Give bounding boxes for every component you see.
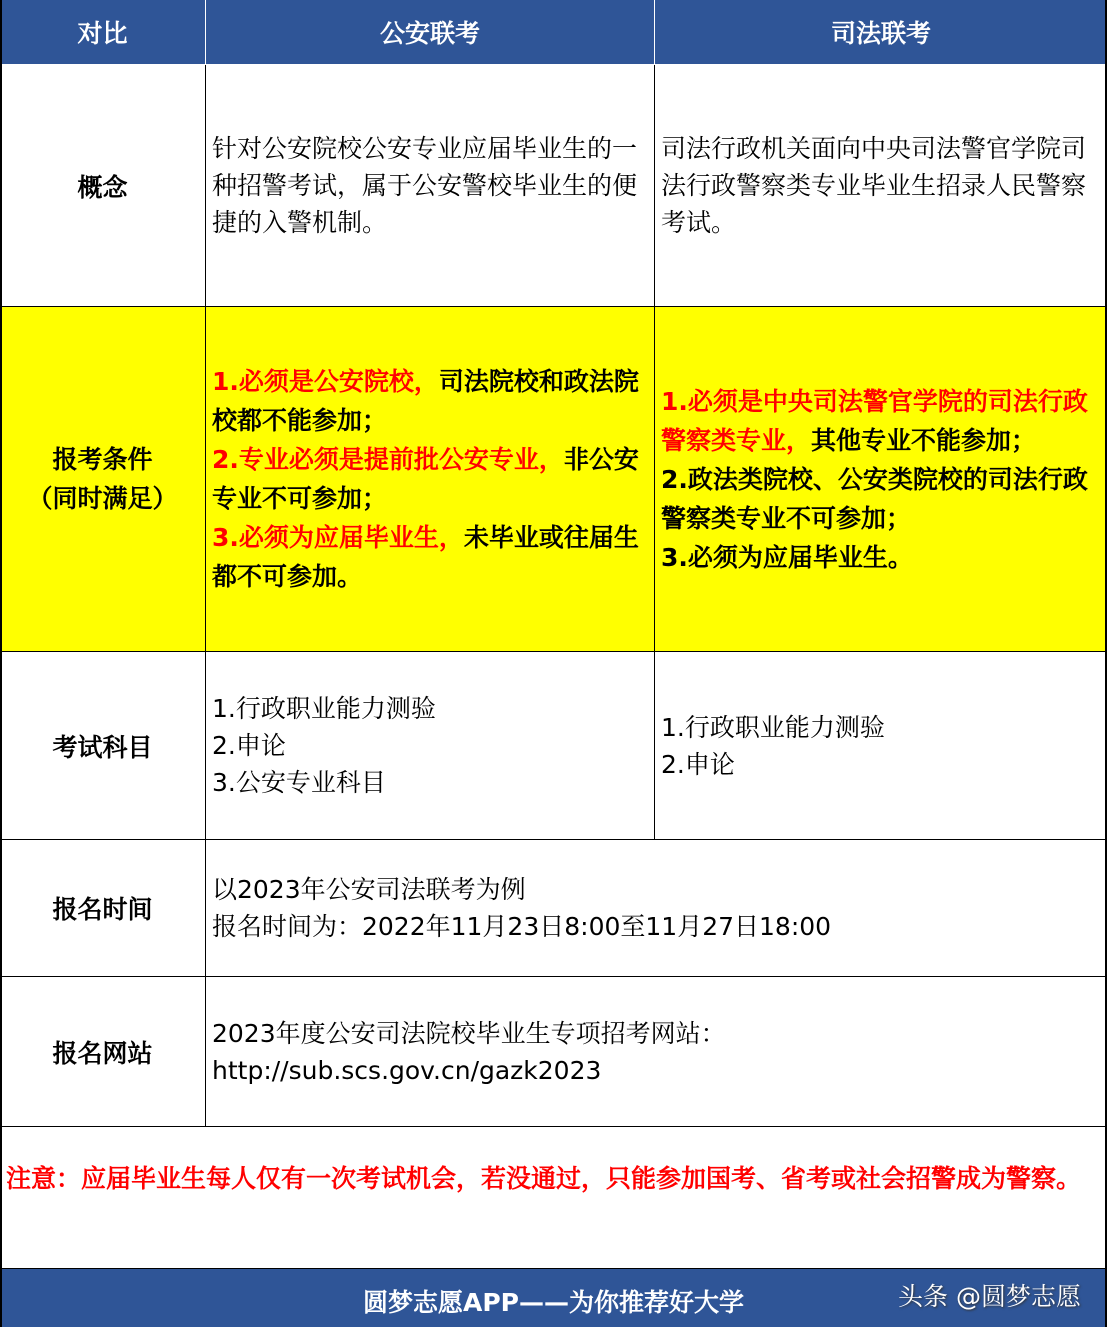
police-subject-3: 3.公安专业科目: [212, 768, 386, 797]
row-label-conditions: [0, 307, 206, 652]
registration-site-title: 2023年度公安司法院校毕业生专项招考网站：: [212, 1018, 726, 1048]
judicial-condition-1-emphasis: 1.必须是中央司法警官学院的司法行政警察类专业，: [661, 386, 1088, 455]
row-label-site: 报名网站: [0, 977, 206, 1127]
police-condition-3-text: 未毕业或往届生都不可参加。: [212, 523, 639, 591]
judicial-subject-2: 2.申论: [661, 749, 735, 779]
row-label-time: 报名时间: [0, 840, 206, 977]
judicial-subject-1: 1.行政职业能力测验: [661, 712, 885, 742]
judicial-condition-2-text: 2.政法类院校、公安类院校的司法行政警察类专业不可参加；: [661, 464, 1088, 533]
subjects-judicial: [655, 652, 1107, 840]
police-condition-3-emphasis: 3.必须为应届毕业生，: [212, 523, 464, 552]
conditions-label-sub: （同时满足）: [27, 484, 178, 513]
police-condition-2-emphasis: 2.专业必须是提前批公安专业，: [212, 445, 564, 474]
police-condition-1-text: 司法院校和政法院校都不能参加；: [212, 367, 639, 435]
concept-police: 针对公安院校公安专业应届毕业生的一种招警考试，属于公安警校毕业生的便捷的入警机制。: [206, 65, 655, 307]
registration-time-example: 以2023年公安司法联考为例: [212, 875, 526, 904]
police-subject-1: 1.行政职业能力测验: [212, 694, 436, 723]
watermark: 头条 @圆梦志愿: [898, 1282, 1081, 1311]
subjects-police: [206, 652, 655, 840]
police-subject-2: 2.申论: [212, 731, 286, 760]
row-label-subjects: 考试科目: [0, 652, 206, 840]
notice-text: 注意：应届毕业生每人仅有一次考试机会，若没通过，只能参加国考、省考或社会招警成为警察。: [0, 1127, 1107, 1269]
header-police-exam: 公安联考: [206, 0, 655, 65]
registration-time-range: 报名时间为：2022年11月23日8:00至11月27日18:00: [212, 912, 832, 941]
conditions-police: [206, 307, 655, 652]
concept-judicial: 司法行政机关面向中央司法警官学院司法行政警察类专业毕业生招录人民警察考试。: [655, 65, 1107, 307]
police-condition-2-text: 非公安专业不可参加；: [212, 445, 639, 513]
conditions-judicial: [655, 307, 1107, 652]
footer-banner: [0, 1269, 1107, 1327]
conditions-label-main: 报考条件: [52, 445, 153, 474]
header-judicial-exam: 司法联考: [655, 0, 1107, 65]
row-label-concept: 概念: [0, 65, 206, 307]
footer-slogan: 圆梦志愿APP——为你推荐好大学: [363, 1288, 744, 1317]
registration-time: [206, 840, 1107, 977]
registration-site-url[interactable]: http://sub.scs.gov.cn/gazk2023: [212, 1055, 602, 1085]
header-compare: 对比: [0, 0, 206, 65]
judicial-condition-3-text: 3.必须为应届毕业生。: [661, 542, 913, 572]
judicial-condition-1-text: 其他专业不能参加；: [811, 425, 1037, 455]
police-condition-1-emphasis: 1.必须是公安院校，: [212, 367, 439, 396]
registration-site: [206, 977, 1107, 1127]
